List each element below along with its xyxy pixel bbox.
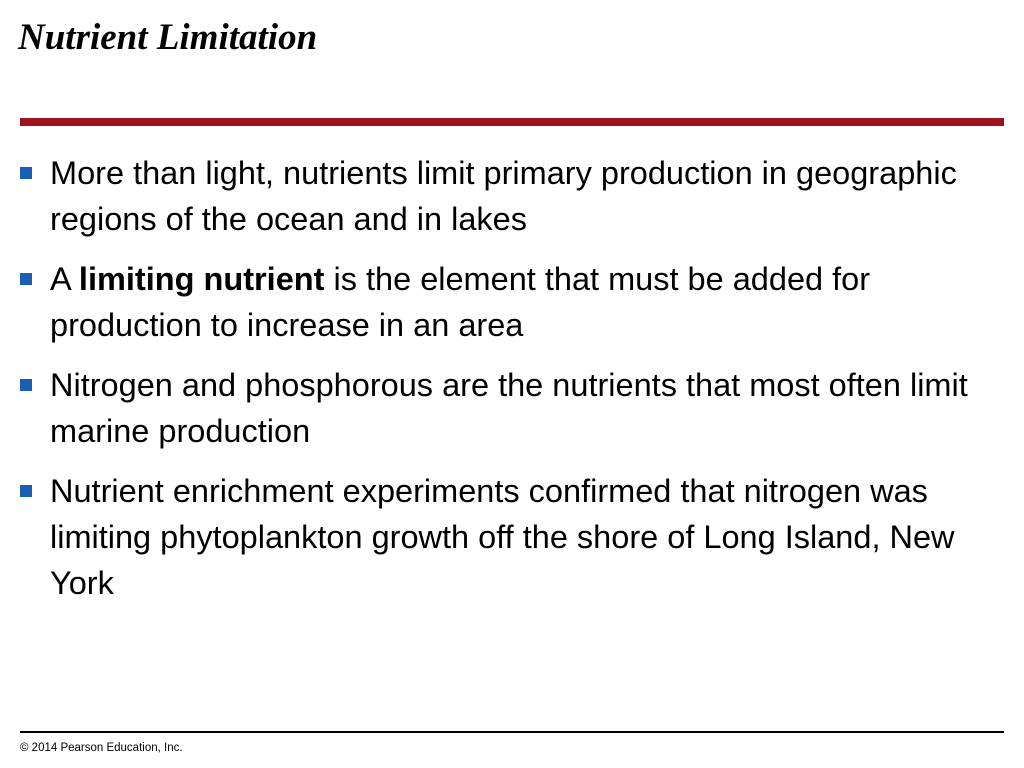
bullet-list (18, 150, 988, 620)
bullet-text-prefix: A (50, 261, 79, 297)
bullet-item (18, 468, 988, 606)
footer-divider (20, 731, 1004, 733)
bullet-item (18, 150, 988, 242)
square-bullet-icon (20, 379, 32, 391)
bullet-item (18, 362, 988, 454)
square-bullet-icon (20, 167, 32, 179)
bullet-text-rest: is the element that must be added for production to increase in an area (50, 261, 871, 343)
key-term: limiting nutrient (78, 261, 325, 297)
bullet-text: Nitrogen and phosphorous are the nutrients that most often limit marine production (50, 367, 968, 449)
copyright-notice: © 2014 Pearson Education, Inc. (20, 742, 183, 754)
bullet-item (18, 256, 988, 348)
bullet-text: Nutrient enrichment experiments confirmed that nitrogen was limiting phytoplankton growth off the shore of Long Island, New York (50, 473, 955, 601)
title-divider (20, 118, 1004, 126)
bullet-text: More than light, nutrients limit primary production in geographic regions of the ocean and in lakes (50, 155, 957, 237)
square-bullet-icon (20, 485, 32, 497)
square-bullet-icon (20, 273, 32, 285)
slide-title: Nutrient Limitation (18, 17, 318, 58)
